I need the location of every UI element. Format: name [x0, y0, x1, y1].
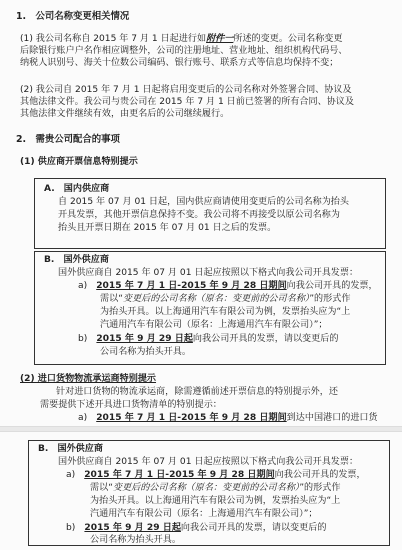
- A-line3: 抬头且开票日期在 2015 年 07 月 01 日之后的发票。: [58, 223, 277, 233]
- sub2-line1: 针对进口货物的物流承运商，除需遵循前述开票信息的特别提示外，还: [56, 387, 338, 397]
- B-title: B. 国外供应商: [44, 255, 109, 265]
- section-2-title: 2. 需贵公司配合的事项: [16, 134, 120, 145]
- A-title: A. 国内供应商: [44, 184, 110, 194]
- c-b-line2: 公司名称为抬头开具。: [90, 535, 181, 545]
- section-1-title: 1. 公司名称变更相关情况: [16, 11, 130, 22]
- s1-p1-line2: 后除银行账户户名作相应调整外，公司的注册地址、营业地址、组织机构代码号、: [20, 46, 348, 56]
- document-sheet-2: [0, 432, 402, 550]
- s1-p2-line3: 其他法律文件继续有效，由更名后的公司继续履行。: [20, 109, 230, 119]
- Bb-line2: 公司名称为抬头开具。: [100, 347, 191, 357]
- Ba-line3: 为抬头开具。以上海通用汽车有限公司为例，发票抬头应为“上: [100, 307, 351, 317]
- sub2-line2: 需要提供下述开具进口货物清单的特别提示：: [40, 400, 222, 410]
- s1-p1-line3: 纳税人识别号、海关十位数公司编码、银行账号、联系方式等信息均保持不变；: [20, 58, 339, 68]
- c-a-line4: 汽通用汽车有限公司（原名：上海通用汽车有限公司）”；: [90, 509, 318, 519]
- c-a-line1: a) 2015 年 7 月 1 日-2015 年 9 月 28 日期间向我公司开具的发票，: [66, 470, 366, 480]
- c-a-line3: 为抬头开具。以上海通用汽车有限公司为例，发票抬头应为“上: [90, 496, 341, 506]
- B-intro: 国外供应商自 2015 年 07 月 01 日起应按照以下格式向我公司开具发票：: [58, 268, 359, 278]
- Ba-line2: 需以“变更后的公司名称（原名：变更前的公司名称）”的形式作: [100, 294, 351, 304]
- Ba-line1: a) 2015 年 7 月 1 日-2015 年 9 月 28 日期间向我公司开具的发票，: [78, 281, 378, 291]
- s1-p1-line1: (1) 我公司名称自 2015 年 7 月 1 日起进行如附件一所述的变更。公司名称变更: [20, 34, 343, 44]
- Ba-line4: 汽通用汽车有限公司（原名：上海通用汽车有限公司）”；: [100, 320, 328, 330]
- A-line1: 自 2015 年 07 月 01 日起，国内供应商请使用变更后的公司名称为抬头: [58, 197, 349, 207]
- c-B-title: B. 国外供应商: [38, 444, 103, 454]
- c-b-line1: b) 2015 年 9 月 29 日起向我公司开具的发票，请以变更后的: [66, 523, 327, 533]
- sub2-title: (2) 进口货物物流承运商特别提示: [20, 374, 157, 384]
- A-line2: 开具发票，其他开票信息保持不变。我公司将不再接受以原公司名称为: [58, 210, 340, 220]
- s1-p2-line2: 其他法律文件。我公司与贵公司在 2015 年 7 月 1 日前已签署的所有合同、协议及: [20, 97, 354, 107]
- s1-p2-line1: (2) 我公司自 2015 年 7 月 1 日起将启用变更后的公司名称对外签署合同、协议及: [20, 85, 352, 95]
- sub2-a-line: a) 2015 年 7 月 1 日-2015 年 9 月 28 日期间到达中国港口的进口货: [78, 413, 378, 423]
- c-a-line2: 需以“变更后的公司名称（原名：变更前的公司名称）”的形式作: [90, 483, 341, 493]
- sub1-title: (1) 供应商开票信息特别提示: [20, 157, 138, 167]
- c-B-intro: 国外供应商自 2015 年 07 月 01 日起应按照以下格式向我公司开具发票：: [58, 457, 359, 467]
- Bb-line1: b) 2015 年 9 月 29 日起向我公司开具的发票，请以变更后的: [78, 334, 339, 344]
